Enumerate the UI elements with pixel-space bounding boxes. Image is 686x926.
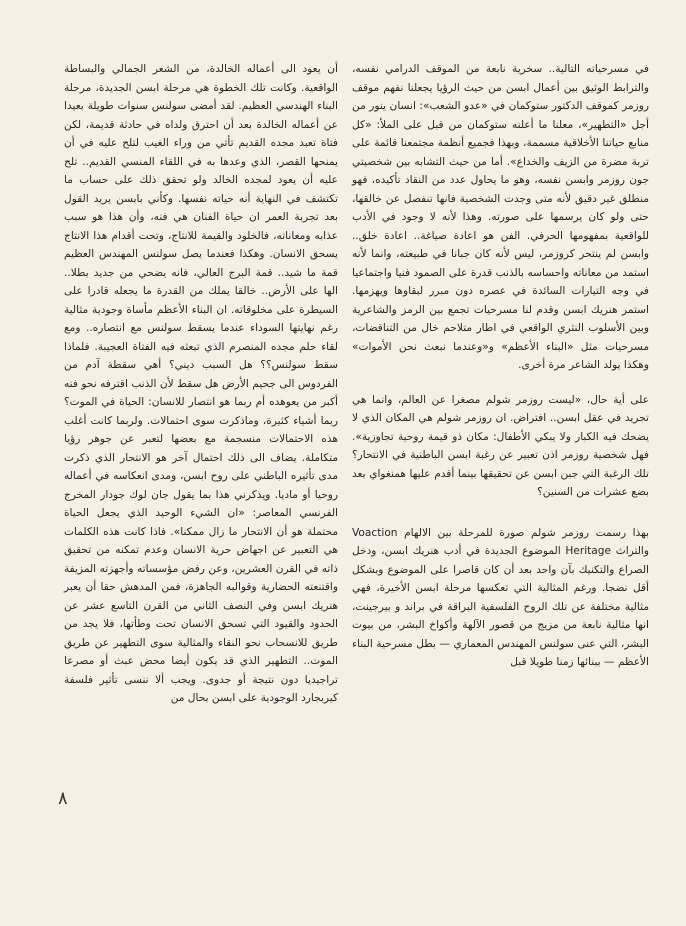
right-paragraph-1: في مسرحياته التالية.. سخرية نابعة من الموقف الدرامي نفسه، والترابط الوثيق بين أعمال ابسن من حيث الرؤيا يجعلنا نفهم موقف روزمر كموقف الدكتور ستوكمان في «عدو الشعب»: انسان ينور من أجل «التطهير»، معلنا ما أعلنه ستوكمان من قبل على الملأ: «كل منابع حياتنا الأخلاقية مسممة، وبهذا فجميع أنظمة مجتمعنا قائمة على تربة مضرة من الزيف والخداع». أما من حيث التشابه بين شخصيتي جون روزمر وابسن نفسه، وهو ما يحاول عدد من النقاد تأكيده، فهو منطلق غير دقيق لأنه متى وجدت الشخصية فانها تنفصل عن خالقها، حتى ولو كان يرسمها على صورته. وهذا لأنه لا وجود في الأدب للواقعية بمفهومها الحرفي. الفن هو اعادة صياغة.. اعادة خلق.. وابسن لم ينتحر كروزمر، ليس لأنه كان جبانا في طبيعته، وانما لأنه استمد من معاناته واحساسه بالذنب قدرة على الصمود فنيا واجتماعيا في وجه التيارات السائدة في عصره دون مبرر لبقاوها ويهزمها. استمر هنريك ابسن وقدم لنا مسرحيات تجمع بين الرمز والشاعرية وبين الأسلوب النثري الواقعي في اطار متلاحم خال من التناقضات، مسرحيات مثل «البناء الأعظم» و«وعندما نبعث نحن الأموات» وهكذا يولد الشاعر مرة أخرى. (352, 63, 649, 371)
left-paragraph-1: أن يعود الى أعماله الخالدة، من الشعر الجمالي والبساطة الواقعية. وكانت تلك الخطوة هي مرحلة ابسن الجديدة، مرحلة البناء الهندسي العظيم. لقد أمضى سولنس سنوات طويلة بعيدا عن أعماله الخالدة بعد أن احترق ولداه في حادثة قديمة، لكن فتاة تعبد مجده القديم تأتي من وراء الغيب لتلح عليه في أن يمنحها القصر، الذي وعدها به في اللقاء المنسي القديم.. تلح عليه أن يعود لمجده الخالد ولو تحقق ذلك على حساب ما تكتشف في النهاية أنه حياته نفسها. وكأني بابسن يريد القول بعد تجربة العمر ان حياة الفنان هي فنه، وأن هذا هو سبب عذابه ومعاناته، فالخلود والقيمة للانتاج، وتحت أقدام هذا الانتاج يسحق الانسان. وهكذا فعندما يصل سولنس المهندس العظيم قمة ما شيد.. قمة البرج العالي، فانه يضحي من جديد بطلا.. الها على الأرض.. خالقا يملك من القدرة ما يجعله قادرا على السيطرة على مخلوقاته. ان البناء الأعظم مأساة وجودية مثالية رغم نهايتها السوداء عندما يسقط سولنس مع انتصاره.. ومع لقاء حلم مجده المنصرم الذي تبعثه فيه الفتاة العجيبة. فلماذا سقط سولنس؟؟ هل السبب ديني؟ أهي سقطة آدم من الفردوس الى جحيم الأرض هل سقط لأن الذنب اقترفه نحو فنه أكبر من يعوهده أم ربما هو انتصار للانسان: الحياة في الموت؟ ربما أشياء كثيرة، وماذكرت سوى احتمالات. ولربما كانت أغلب هذه الاحتمالات منسجمة مع بعضها لتعبر عن جوهر رؤيا متكاملة. يضاف الى ذلك احتمال آخر هو الانتحار الذي ذكرت مدى تأثيره الباطني على روح ابسن، ومدى انعكاسه في أعماله روحيا أو ماديا. ويذكرني هذا بما يقول جان لوك جودار المخرج الفرنسي المعاصر: «ان الشيء الوحيد الذي يجعل الحياة محتملة هو أن الانتحار ما زال ممكنا». فاذا كانت هذه الكلمات هي التعبير عن اجهاض حرية الانسان وعدم تمكنه من تحقيق ذاته في القرن العشرين، وعن رفض مؤسساته وأجهزته المزيفة واقتنعته الحضارية وقوالبه الجاهزة، فمن المدهش حقا أن يعبر هنريك ابسن وفي النصف الثاني من القرن التاسع عشر عن الحدود والقيود التي تسحق الانسان تحت وطأتها، فلا يجد من طريق للانسحاب نحو النقاء والمثالية سوى التطهير عن طريق الموت.. التطهير الذي قد يكون أيضا محض عبث أو مصرعا تراجيديا دون نتيجة أو جدوى. ويجب ألا ننسى تأثير فلسفة كيربجارد الوجودية على ابسن بحال من (64, 63, 338, 704)
page-number: ٨ (58, 788, 68, 809)
right-paragraph-2: على أية حال، «ليست روزمر شولم مصغرا عن العالم، وانما هي تجريد في عقل ابسن.. افتراض. ان روزمر شولم هي المكان الذي لا يضحك فيه الكبار ولا يبكي الأطفال: مكان ذو قيمة روحية تجاوزية». فهل شخصية روزمر اذن تعبير عن رغبة ابسن الباطنية في الانتحار؟ تلك الرغبة التي جبن ابسن عن تحقيقها بينما أقدم عليها همنغواي بعد بضع عشرات من السنين؟ (352, 393, 649, 498)
right-paragraph-3: بهذا رسمت روزمر شولم صورة للمرحلة بين الالهام Voaction والتراث Heritage الموضوع الجديدة في أدب هنريك ابسن، ودخل الصراع والتكنيك بآن واحد بعد أن كان قاصرا على الموضوع وبشكل أقل نضجا. ورغم المثالية التي تعكسها مرحلة ابسن الأخيرة، فهي مثالية مختلفة عن تلك الروح الفلسفية البراقة في براند و بيرجينت، انها مثالية نابعة من مزيج من قصور الآلهة وأكواخ البشر، من بيوت البشر، التي عنى سولنس المهندس المعماري — بطل مسرحية البناء الأعظم — ببنائها زمنا طويلا قبل (352, 526, 649, 668)
right-text-column (352, 60, 649, 672)
left-text-column (64, 60, 338, 708)
